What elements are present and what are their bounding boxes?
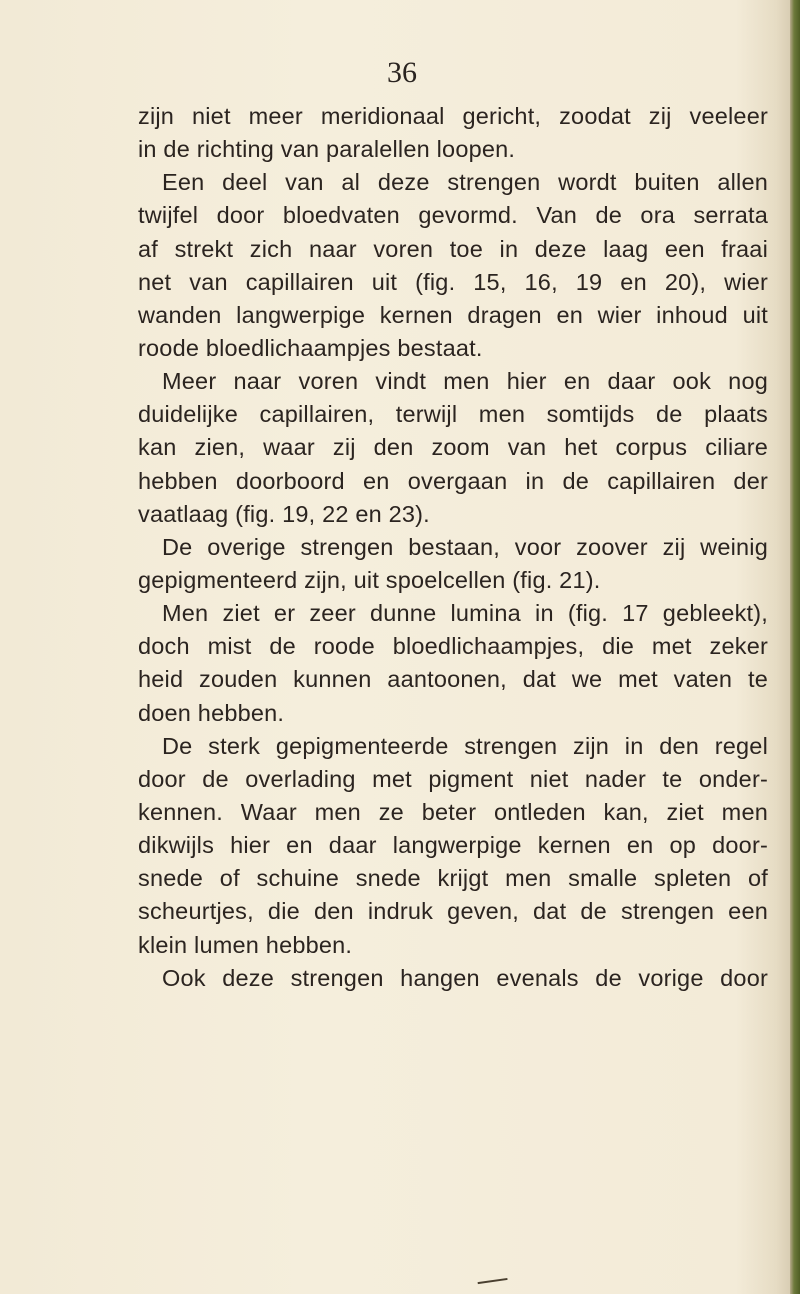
text-line: dikwijls hier en daar langwerpige kernen en op door- (138, 832, 768, 859)
text-line: af strekt zich naar voren toe in deze laag een fraai (138, 235, 768, 262)
text-line: gepigmenteerd zijn, uit spoelcellen (fig. 21). (138, 566, 601, 593)
body-text (138, 100, 768, 995)
text-line: doch mist de roode bloedlichaampjes, die met zeker (138, 633, 768, 660)
text-line: zijn niet meer meridionaal gericht, zoodat zij veeleer (138, 103, 768, 129)
text-line: heid zouden kunnen aantoonen, dat we met vaten te (138, 666, 768, 693)
text-line: klein lumen hebben. (138, 931, 353, 958)
text-line: Ook deze strengen hangen evenals de vorige door (162, 964, 768, 991)
text-line: snede of schuine snede krijgt men smalle spleten of (138, 865, 768, 892)
text-line: scheurtjes, die den indruk geven, dat de strengen een (138, 898, 768, 925)
ink-mark (478, 1278, 509, 1290)
text-line: vaatlaag (fig. 19, 22 en 23). (138, 500, 430, 527)
text-line: doen hebben. (138, 699, 285, 726)
text-line: duidelijke capillairen, terwijl men somtijds de plaats (138, 401, 768, 428)
text-line: De overige strengen bestaan, voor zoover zij weinig (162, 533, 768, 560)
text-line: Men ziet er zeer dunne lumina in (fig. 17 gebleekt), (162, 600, 768, 627)
text-line: Meer naar voren vindt men hier en daar ook nog (162, 368, 768, 395)
page-edge (790, 0, 800, 1294)
text-line: kennen. Waar men ze beter ontleden kan, ziet men (138, 798, 768, 825)
text-line: roode bloedlichaampjes bestaat. (138, 334, 483, 361)
page-number: 36 (387, 56, 417, 89)
text-line: hebben doorboord en overgaan in de capillairen der (138, 467, 768, 494)
text-line: De sterk gepigmenteerde strengen zijn in den regel (162, 732, 768, 759)
text-line: twijfel door bloedvaten gevormd. Van de ora serrata (138, 202, 768, 229)
text-line: wanden langwerpige kernen dragen en wier inhoud uit (138, 301, 768, 328)
text-line: net van capillairen uit (fig. 15, 16, 19 en 20), wier (138, 268, 768, 295)
text-line: door de overlading met pigment niet nader te onder- (138, 765, 768, 792)
text-line: kan zien, waar zij den zoom van het corpus ciliare (138, 434, 768, 461)
text-line: Een deel van al deze strengen wordt buiten allen (162, 169, 768, 196)
text-line: in de richting van paralellen loopen. (138, 136, 516, 163)
